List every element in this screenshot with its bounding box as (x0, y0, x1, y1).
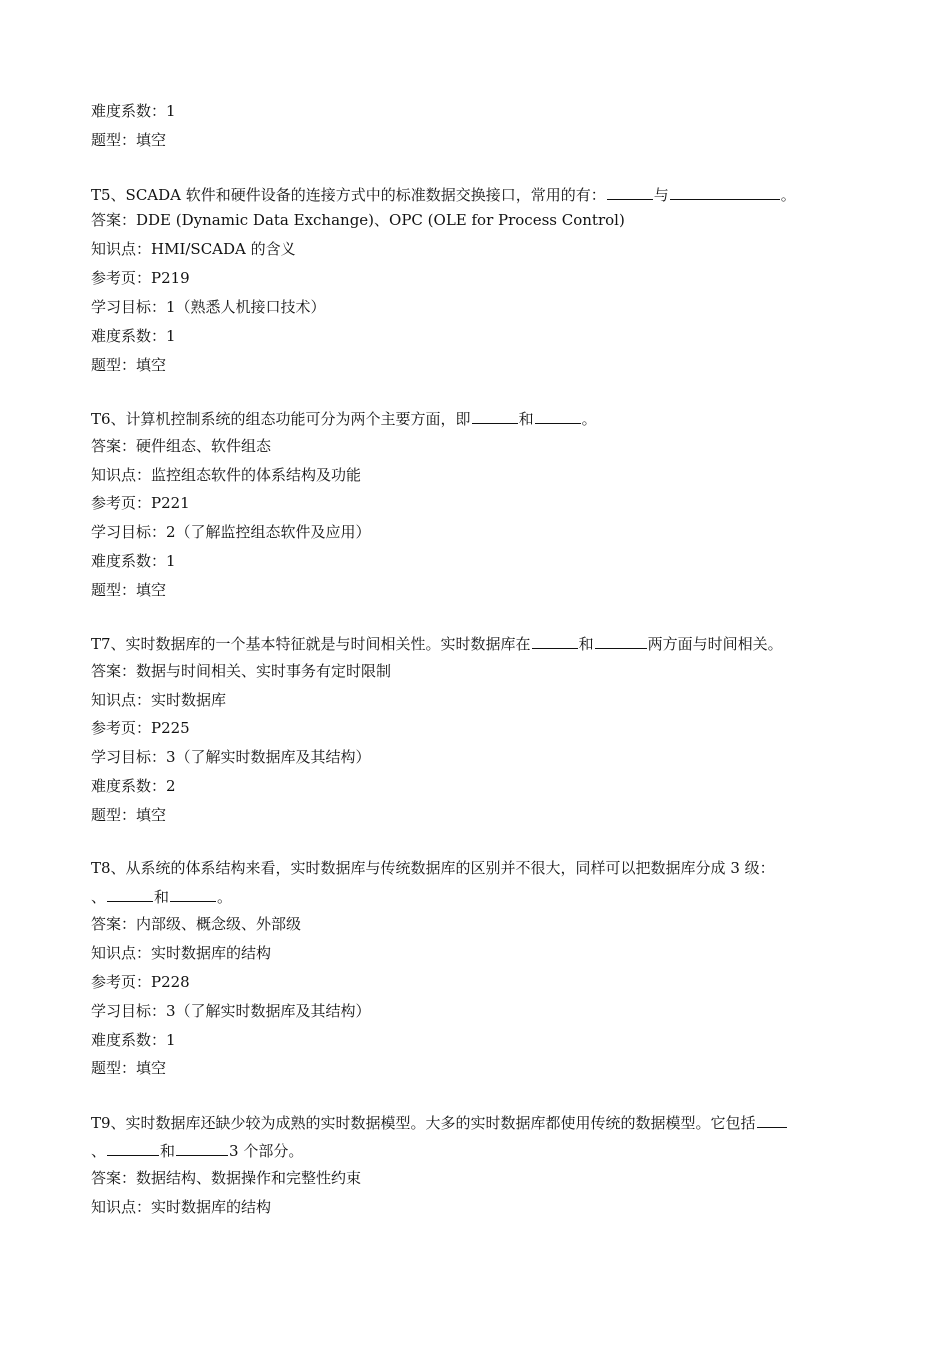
question-text: 3 个部分。 (229, 1142, 304, 1160)
difficulty-line: 难度系数：1 (91, 552, 176, 570)
difficulty-line: 难度系数：2 (91, 777, 176, 795)
question-text: 与 (653, 186, 669, 204)
question-text: 和 (160, 1142, 176, 1160)
knowledge-line: 知识点：监控组态软件的体系结构及功能 (91, 466, 362, 484)
answer-blank (170, 886, 216, 902)
knowledge-line: 知识点：HMI/SCADA 的含义 (91, 240, 296, 258)
question-text: 。 (780, 186, 796, 204)
answer-blank (176, 1140, 228, 1156)
question-text: T5、SCADA 软件和硬件设备的连接方式中的标准数据交换接口，常用的有： (91, 186, 606, 204)
difficulty-line: 难度系数：1 (91, 1031, 176, 1049)
question-type-line: 题型：填空 (91, 806, 167, 824)
answer-line: 答案：硬件组态、软件组态 (91, 437, 272, 455)
question-t9 (91, 1112, 851, 1133)
question-text: 和 (578, 635, 594, 653)
reference-page-line: 参考页：P225 (91, 719, 190, 737)
answer-blank (595, 633, 647, 649)
knowledge-line: 知识点：实时数据库的结构 (91, 1198, 272, 1216)
question-type-line: 题型：填空 (91, 131, 167, 149)
reference-page-line: 参考页：P228 (91, 973, 190, 991)
reference-page-line: 参考页：P221 (91, 494, 190, 512)
answer-line: 答案：内部级、概念级、外部级 (91, 915, 302, 933)
question-text: 、 (91, 1142, 107, 1160)
answer-blank (535, 408, 581, 424)
knowledge-line: 知识点：实时数据库的结构 (91, 944, 272, 962)
question-t7 (91, 633, 851, 654)
question-text: 和 (154, 888, 170, 906)
learning-goal-line: 学习目标：3（了解实时数据库及其结构） (91, 1002, 371, 1020)
answer-blank (472, 408, 518, 424)
question-text: 。 (581, 410, 597, 428)
reference-page-line: 参考页：P219 (91, 269, 190, 287)
answer-blank (532, 633, 578, 649)
answer-blank (607, 184, 653, 200)
question-t6 (91, 408, 851, 429)
question-t5 (91, 184, 851, 205)
question-type-line: 题型：填空 (91, 581, 167, 599)
answer-blank (670, 184, 780, 200)
answer-blank (757, 1112, 787, 1128)
answer-blank (107, 886, 153, 902)
difficulty-line: 难度系数：1 (91, 102, 176, 120)
question-t8: T8、从系统的体系结构来看，实时数据库与传统数据库的区别并不很大，同样可以把数据库分成 3 级： (91, 859, 775, 877)
answer-line: 答案：数据结构、数据操作和完整性约束 (91, 1169, 362, 1187)
question-t8-continued (91, 886, 851, 907)
learning-goal-line: 学习目标：2（了解监控组态软件及应用） (91, 523, 371, 541)
question-text: 和 (518, 410, 534, 428)
answer-line: 答案：DDE (Dynamic Data Exchange)、OPC (OLE for Process Control) (91, 211, 625, 229)
answer-line: 答案：数据与时间相关、实时事务有定时限制 (91, 662, 392, 680)
learning-goal-line: 学习目标：3（了解实时数据库及其结构） (91, 748, 371, 766)
question-type-line: 题型：填空 (91, 356, 167, 374)
question-text: T9、实时数据库还缺少较为成熟的实时数据模型。大多的实时数据库都使用传统的数据模型。它包括 (91, 1114, 756, 1132)
difficulty-line: 难度系数：1 (91, 327, 176, 345)
question-text: 、 (91, 888, 107, 906)
knowledge-line: 知识点：实时数据库 (91, 691, 227, 709)
learning-goal-line: 学习目标：1（熟悉人机接口技术） (91, 298, 326, 316)
question-text: T7、实时数据库的一个基本特征就是与时间相关性。实时数据库在 (91, 635, 531, 653)
question-text: 两方面与时间相关。 (647, 635, 783, 653)
answer-blank (107, 1140, 159, 1156)
question-text: T6、计算机控制系统的组态功能可分为两个主要方面，即 (91, 410, 471, 428)
question-type-line: 题型：填空 (91, 1059, 167, 1077)
question-text: 。 (217, 888, 233, 906)
question-t9-continued (91, 1140, 851, 1161)
